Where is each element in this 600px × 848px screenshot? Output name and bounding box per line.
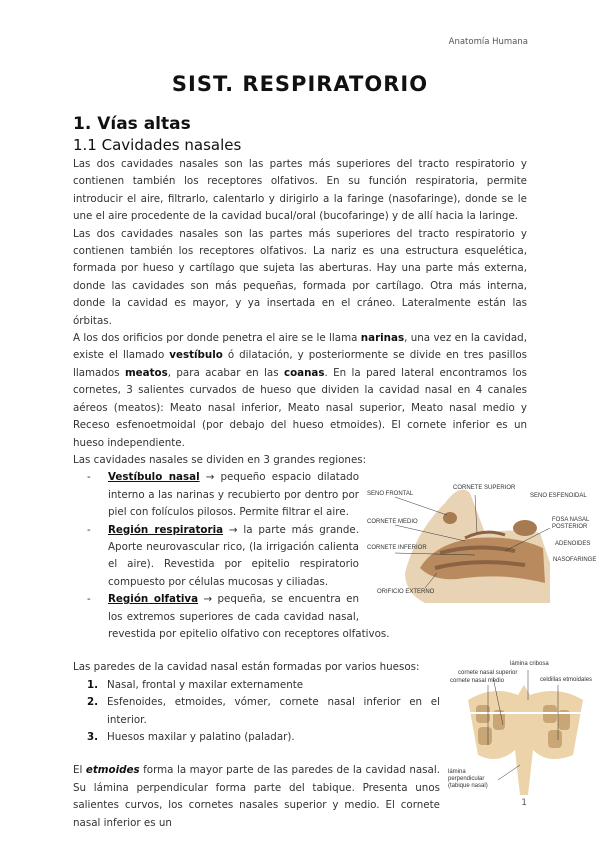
figure-label: cornete nasal superior	[458, 670, 518, 677]
figure-label: SENO FRONTAL	[367, 491, 414, 498]
running-header: Anatomía Humana	[448, 37, 528, 47]
list-item: - Vestíbulo nasal → pequeño espacio dilatado interno a las narinas y recubierto por dentro por piel con folículos pilosos. Permite filtrar el aire.	[87, 469, 527, 521]
list-item: - Región respiratoria → la parte más grande. Aporte neurovascular rico, (la irrigación calienta el aire). Revestida por epitelio respiratorio compuesto por células mucosas y ciliadas.	[87, 522, 527, 592]
list-item: Nasal, frontal y maxilar externamente	[107, 678, 304, 691]
figure-label: cornete nasal medio	[450, 678, 505, 685]
figure-label: CORNETE SUPERIOR	[453, 485, 516, 492]
figure-label: NASOFARINGE	[553, 557, 597, 564]
page-content	[73, 72, 597, 832]
figure-label: ORIFICIO EXTERNO	[377, 589, 435, 596]
list-item: Esfenoides, etmoides, vómer, cornete nasal inferior en el interior.	[107, 696, 440, 726]
regions-list	[87, 469, 527, 643]
paragraph-6: El etmoides forma la mayor parte de las paredes de la cavidad nasal. Su lámina perpendicular forma parte del tabique. Presenta unos salientes curvos, los cornetes nasales superior y medio. El cornete nasal inferior es un	[73, 764, 440, 829]
figure-label: lámina cribosa	[510, 661, 549, 668]
section-heading: 1. Vías altas	[73, 114, 191, 134]
paragraph-4: Las cavidades nasales se dividen en 3 grandes regiones:	[73, 453, 367, 466]
paragraph-2: Las dos cavidades nasales son las partes más superiores del tracto respiratorio y contienen también los receptores olfativos. La nariz es una estructura esquelética, formada por hueso y cartílago que sujeta las aberturas. Hay una parte más externa, donde las cavidades son más pequeñas, formada por cartílago. Otra más interna, donde la cavidad es mayor, y ya insertada en el cráneo. Lateralmente están las órbitas.	[73, 227, 527, 327]
bones-list	[87, 677, 527, 747]
figure-label: FOSA NASAL POSTERIOR	[552, 517, 590, 531]
page-number: 1	[521, 798, 527, 808]
page-title: SIST. RESPIRATORIO	[171, 72, 429, 96]
subsection-heading: 1.1 Cavidades nasales	[73, 136, 242, 154]
figure-label: celdillas etmoidales	[540, 677, 593, 684]
figure-label: CORNETE INFERIOR	[367, 545, 427, 552]
list-item: - Región olfativa → pequeña, se encuentra en los extremos superiores de cada cavidad nasal, revestida por epitelio olfativo con receptores olfativos.	[87, 591, 527, 643]
paragraph-3: A los dos orificios por donde penetra el aire se le llama narinas, una vez en la cavidad, existe el llamado vestíbulo ó dilatación, y posteriormente se divide en tres pasillos llamados meatos, para acabar en las coanas. En la pared lateral encontramos los cornetes, 3 salientes curvados de hueso que dividen la cavidad nasal en 4 canales aéreos (meatos): Meato nasal inferior, Meato nasal superior, Meato nasal medio y Receso esfenoetmoidal (por debajo del hueso etmoides). El cornete inferior es un hueso independiente.	[73, 332, 528, 449]
figure-label: CORNETE MEDIO	[367, 519, 418, 526]
figure-label: ADENOIDES	[555, 541, 591, 548]
list-item: Huesos maxilar y palatino (paladar).	[107, 731, 295, 743]
paragraph-1: Las dos cavidades nasales son las partes más superiores del tracto respiratorio y contienen también los receptores olfativos. En su función respiratoria, permite introducir el aire, filtrarlo, calentarlo y dirigirlo a la faringe (nasofaringe), donde se le une el aire procedente de la cavidad bucal/oral (bucofaringe) y de allí hacia la laringe.	[73, 158, 527, 223]
figure-label: SENO ESFENOIDAL	[530, 493, 587, 500]
paragraph-5: Las paredes de la cavidad nasal están formadas por varios huesos:	[73, 661, 420, 674]
figure-label: lámina perpendicular (tabique nasal)	[448, 769, 488, 790]
